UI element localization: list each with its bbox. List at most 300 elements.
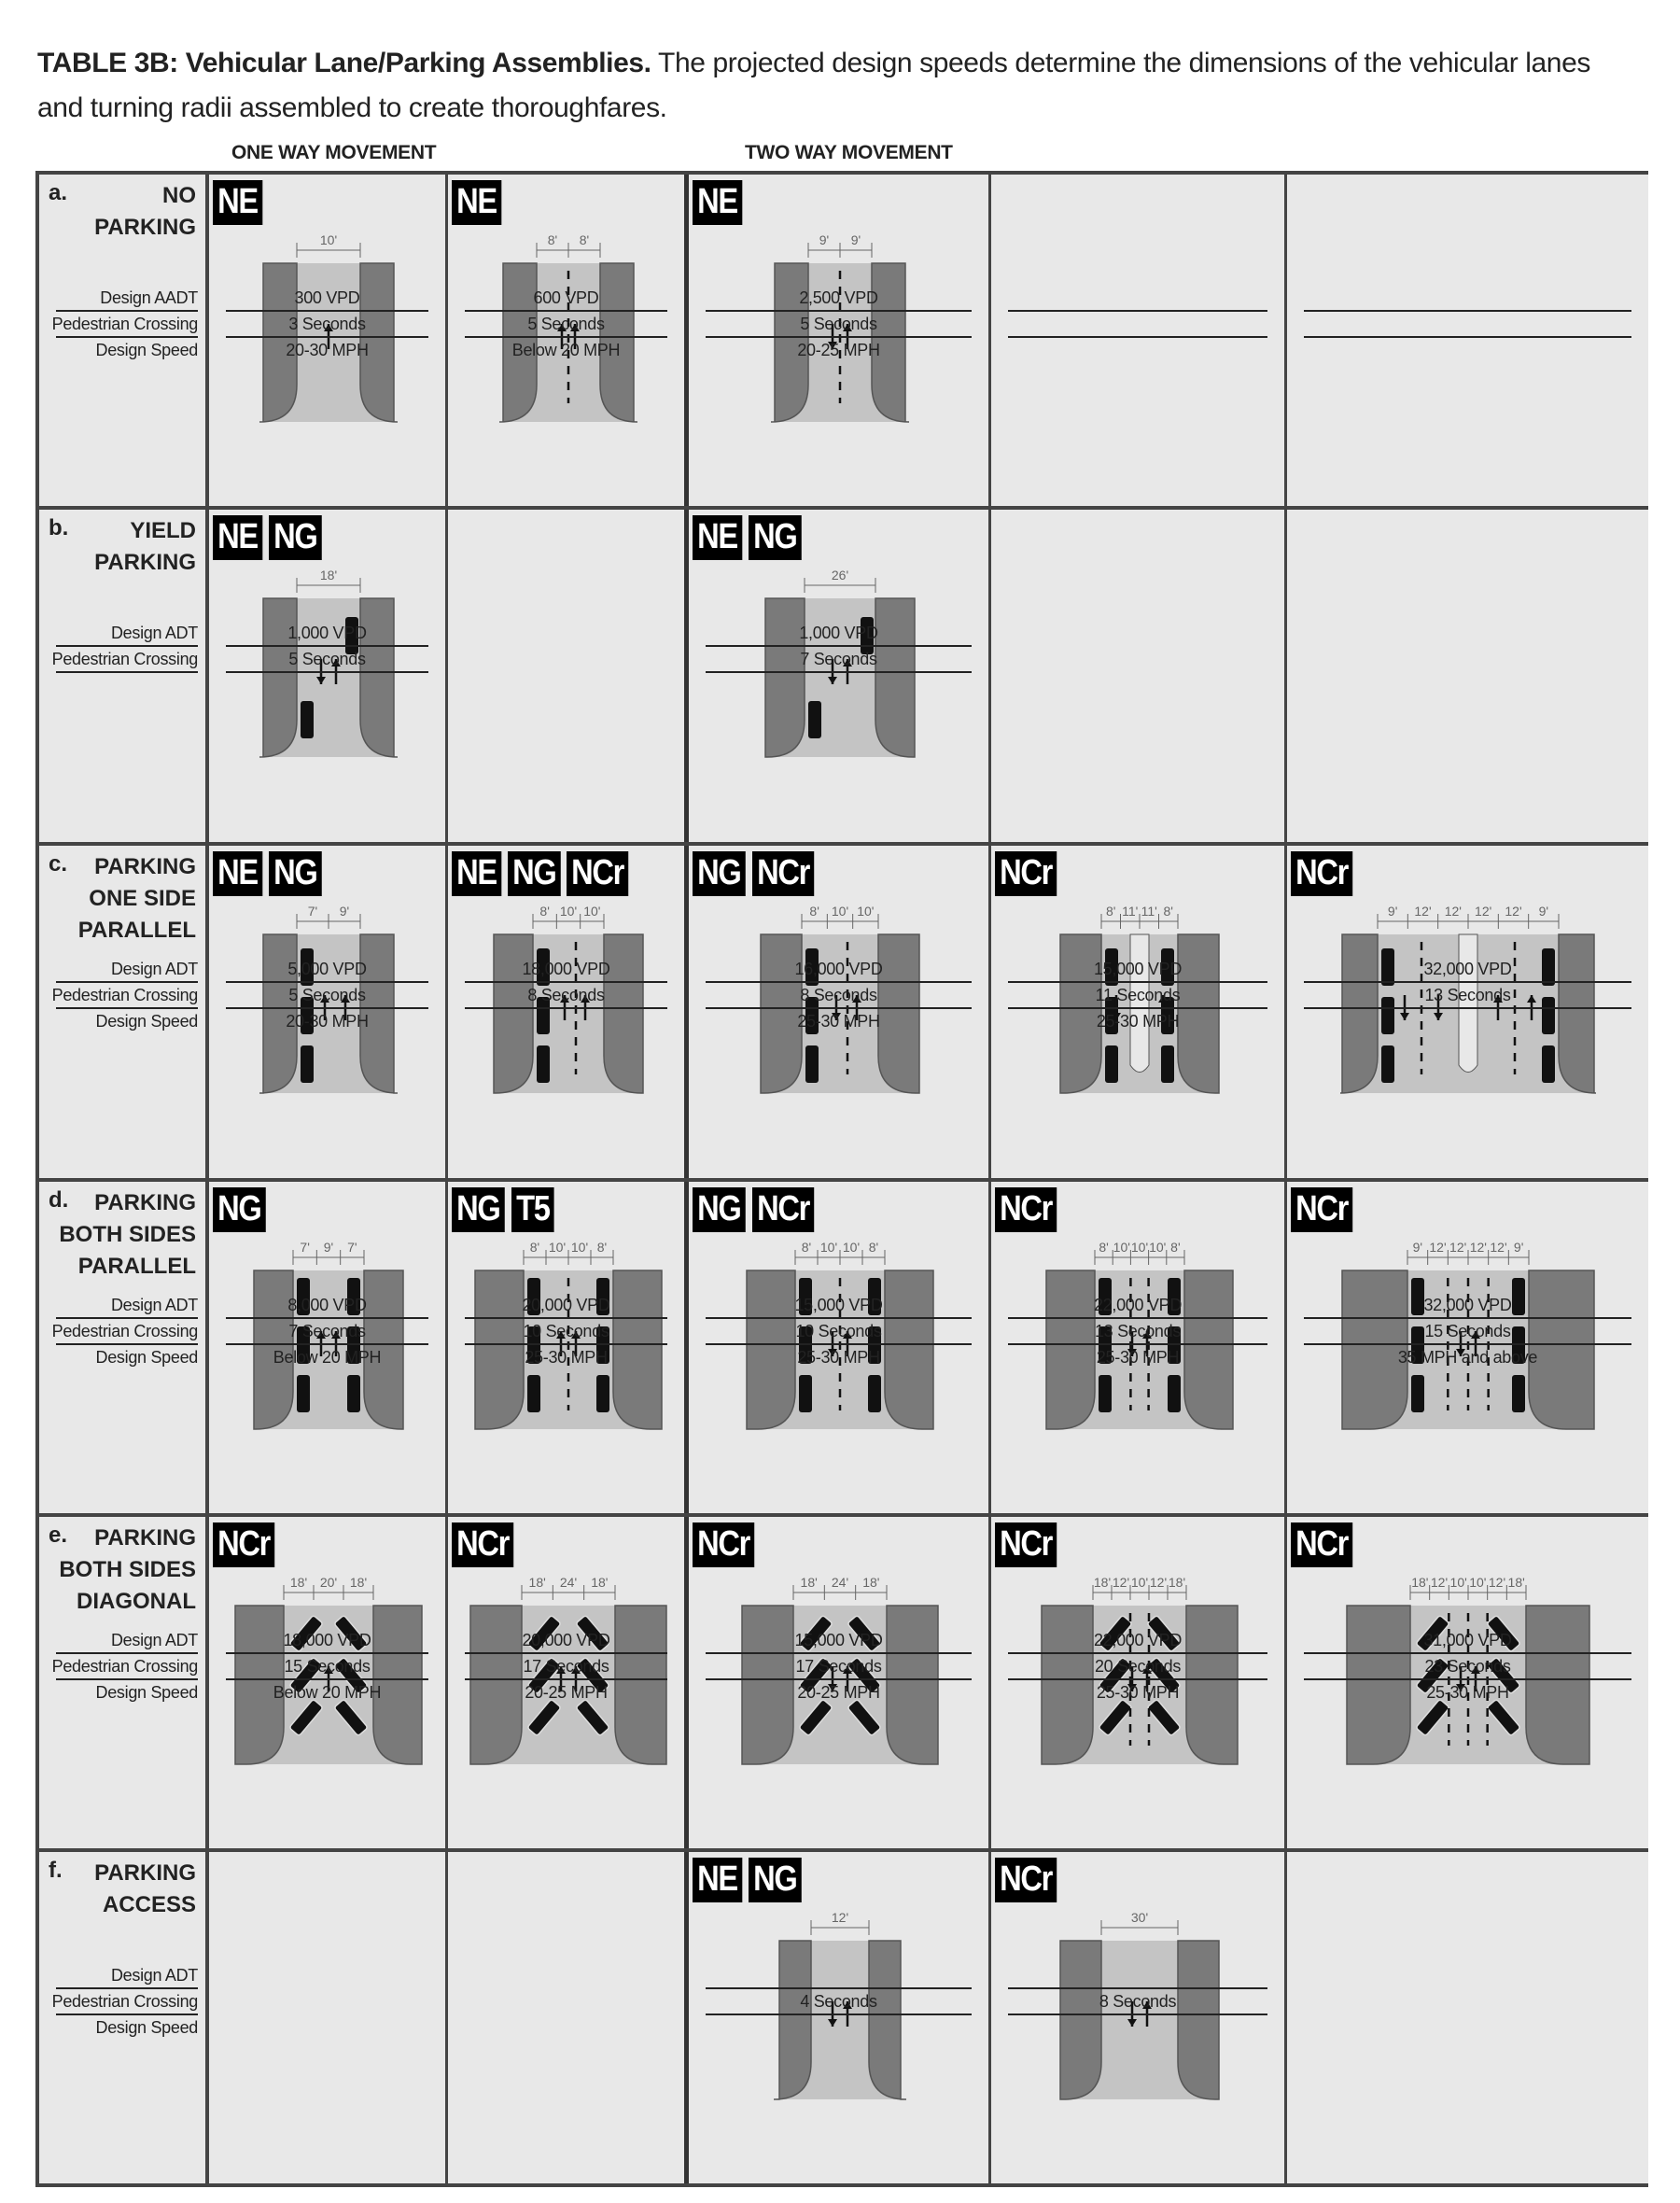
curb-right <box>604 934 643 1093</box>
dimension-line <box>805 568 875 593</box>
dimension-label: 8' <box>529 1240 540 1255</box>
dimension-label: 10' <box>559 904 578 919</box>
curb-right <box>1178 1941 1219 2099</box>
value-rule <box>226 1652 428 1654</box>
dimension-line <box>811 1910 869 1935</box>
value-rule <box>226 645 428 647</box>
cell-value: 20-30 MPH <box>286 341 369 359</box>
dimension-line <box>1095 1240 1184 1265</box>
assembly-cell <box>209 1517 448 1848</box>
assembly-row-c <box>35 842 1648 1178</box>
value-rule <box>1008 1317 1267 1319</box>
dimension-label: 8' <box>547 232 558 247</box>
cell-value: 25-30 MPH <box>797 1012 880 1031</box>
transect-badges <box>693 180 745 225</box>
transect-badges <box>1291 1187 1357 1232</box>
cell-value: 13 Seconds <box>1094 1322 1182 1340</box>
assembly-cell <box>991 175 1287 506</box>
cell-value: 17 Seconds <box>523 1657 609 1676</box>
dimension-label: 10' <box>1130 1575 1148 1590</box>
parked-car <box>1512 1375 1525 1412</box>
value-rule <box>1304 1678 1631 1680</box>
assembly-cell <box>1287 1182 1648 1513</box>
value-rule <box>706 336 972 338</box>
dimension-label: 26' <box>831 568 849 582</box>
dimension-line <box>793 1575 887 1600</box>
dimension-label: 8' <box>809 904 819 919</box>
assembly-cell <box>448 175 689 506</box>
assembly-cell <box>1287 175 1648 506</box>
value-rule <box>465 1678 667 1680</box>
parked-car <box>301 701 314 738</box>
two-way-header: TWO WAY MOVEMENT <box>745 142 953 163</box>
assembly-cell <box>991 1517 1287 1848</box>
metric-label: Design ADT <box>110 1631 198 1649</box>
metric-label: Pedestrian Crossing <box>51 986 198 1004</box>
value-rule <box>465 981 667 983</box>
cell-value: 13 Seconds <box>1424 986 1511 1004</box>
row-name-line: NO <box>162 183 196 208</box>
dimension-label: 10' <box>1468 1575 1486 1590</box>
curb-right <box>360 598 398 757</box>
dimension-line <box>808 232 872 258</box>
value-rule <box>706 1007 972 1009</box>
dimension-label: 18' <box>1507 1575 1525 1590</box>
cell-value: 25-30 MPH <box>1096 1683 1180 1702</box>
dimension-label: 9' <box>1412 1240 1422 1255</box>
cell-value: 7 Seconds <box>800 650 877 668</box>
row-name <box>94 1858 196 1921</box>
dimension-label: 18' <box>528 1575 546 1590</box>
row-label <box>35 1852 209 2183</box>
curb-right <box>869 1941 906 2099</box>
parked-car <box>868 1375 881 1412</box>
dimension-label: 12' <box>1449 1240 1466 1255</box>
lane-diagram <box>765 568 915 757</box>
dimension-label: 9' <box>1513 1240 1523 1255</box>
assembly-cell <box>689 510 991 842</box>
row-name-line: BOTH SIDES <box>59 1557 196 1582</box>
cell-value: 17 Seconds <box>795 1657 882 1676</box>
cell-value: Below 20 MPH <box>273 1683 382 1702</box>
transect-badges <box>995 1187 1061 1232</box>
metric-label: Design ADT <box>110 624 198 642</box>
metric-label: Design ADT <box>110 1966 198 1985</box>
cell-value: 5 Seconds <box>800 315 877 333</box>
dimension-label: 12' <box>1430 1575 1448 1590</box>
cell-value: 20,000 VPD <box>522 1296 610 1314</box>
value-rule <box>1008 1343 1267 1345</box>
metric-rule <box>56 1987 198 1989</box>
transect-badge: NE <box>452 851 501 896</box>
value-rule <box>226 1678 428 1680</box>
value-rule <box>1304 1652 1631 1654</box>
dimension-label: 12' <box>1428 1240 1447 1255</box>
value-rule <box>1008 981 1267 983</box>
lane-diagram <box>779 1910 901 2099</box>
dimension-label: 10' <box>1113 1240 1130 1255</box>
dimension-label: 12' <box>1488 1575 1505 1590</box>
dimension-line <box>795 1240 885 1265</box>
metric-rule <box>56 1343 198 1345</box>
transect-badges <box>693 515 804 560</box>
dimension-label: 18' <box>1168 1575 1185 1590</box>
transect-badge: NCr <box>752 851 814 896</box>
lane-diagram <box>1342 904 1594 1093</box>
cell-value: 25-30 MPH <box>797 1348 880 1367</box>
dimension-label: 12' <box>1474 904 1491 919</box>
transect-badge: NG <box>452 1187 505 1232</box>
value-rule <box>226 1343 428 1345</box>
dimension-label: 8' <box>801 1240 812 1255</box>
assembly-cell <box>689 846 991 1178</box>
transect-badge: NG <box>269 515 322 560</box>
cell-value: 10 Seconds <box>795 1322 882 1340</box>
dimension-line <box>537 232 600 258</box>
row-name-line: PARALLEL <box>77 1254 196 1279</box>
cell-value: 22,000 VPD <box>1093 1631 1183 1649</box>
row-name <box>78 851 196 947</box>
metric-rule <box>56 1652 198 1654</box>
transect-badges <box>1291 851 1357 896</box>
dimension-label: 18' <box>1410 1575 1428 1590</box>
curb-left <box>494 934 533 1093</box>
row-letter: f. <box>49 1858 63 1883</box>
row-label <box>35 175 209 506</box>
row-letter: d. <box>49 1187 69 1213</box>
value-rule <box>465 310 667 312</box>
row-name-line: PARKING <box>94 854 196 879</box>
dimension-label: 11' <box>1141 904 1157 919</box>
transect-badge: NG <box>693 851 746 896</box>
transect-badge: NCr <box>452 1522 513 1567</box>
dimension-label: 12' <box>1444 904 1462 919</box>
transect-badge: NCr <box>1291 1522 1352 1567</box>
transect-badge: NE <box>213 515 262 560</box>
metric-label: Pedestrian Crossing <box>51 650 198 668</box>
assembly-cell <box>448 510 689 842</box>
cell-value: 300 VPD <box>294 288 360 307</box>
metric-label: Design Speed <box>95 1683 198 1702</box>
title-bold: TABLE 3B: Vehicular Lane/Parking Assemblies. <box>37 48 651 78</box>
dimension-line <box>1093 1575 1186 1600</box>
cell-value: 11 Seconds <box>1095 986 1181 1004</box>
transect-badges <box>693 1187 819 1232</box>
cell-value: 8 Seconds <box>800 986 877 1004</box>
curb-right <box>875 598 915 757</box>
cell-value: 32,000 VPD <box>1423 960 1512 978</box>
row-letter: e. <box>49 1522 68 1548</box>
value-rule <box>1008 2014 1267 2015</box>
value-rule <box>226 981 428 983</box>
dimension-label: 7' <box>347 1240 357 1255</box>
row-letter: a. <box>49 180 68 205</box>
cell-value: 8 Seconds <box>1099 1992 1177 2011</box>
metric-rule <box>56 1678 198 1680</box>
dimension-label: 8' <box>579 232 590 247</box>
transect-badge: NG <box>508 851 561 896</box>
cell-value: 22,000 VPD <box>1093 1296 1183 1314</box>
cell-value: 1,000 VPD <box>287 624 367 642</box>
value-rule <box>1008 1987 1267 1989</box>
value-rule <box>1304 1343 1631 1345</box>
assembly-row-a <box>35 171 1648 506</box>
dimension-line <box>1407 1240 1529 1265</box>
transect-badge: NG <box>213 1187 266 1232</box>
dimension-label: 12' <box>1149 1575 1167 1590</box>
cell-value: 5 Seconds <box>527 315 605 333</box>
cell-value: 8,000 VPD <box>287 1296 367 1314</box>
dimension-label: 8' <box>1163 904 1173 919</box>
transect-badges <box>995 1522 1061 1567</box>
metric-rule <box>56 645 198 647</box>
value-rule <box>706 671 972 673</box>
assembly-cell <box>1287 846 1648 1178</box>
cell-value: 15,000 VPD <box>1093 960 1183 978</box>
metric-label: Design Speed <box>95 341 198 359</box>
transect-badge: NCr <box>995 1187 1057 1232</box>
parked-car <box>1105 1045 1118 1083</box>
transect-badge: NE <box>213 180 262 225</box>
dimension-label: 10' <box>1449 1575 1467 1590</box>
dimension-line <box>533 904 604 929</box>
cell-value: 15,000 VPD <box>794 1631 883 1649</box>
assembly-row-d <box>35 1178 1648 1513</box>
transect-badges <box>693 851 819 896</box>
metric-label: Design ADT <box>110 1296 198 1314</box>
row-name-line: ONE SIDE <box>89 886 196 911</box>
value-rule <box>465 1343 667 1345</box>
transect-badges <box>1291 1522 1357 1567</box>
assembly-row-b <box>35 506 1648 842</box>
value-rule <box>1008 1007 1267 1009</box>
metric-label: Pedestrian Crossing <box>51 315 198 333</box>
metric-rule <box>56 981 198 983</box>
cell-value: 16,000 VPD <box>794 960 883 978</box>
transect-badge: NCr <box>213 1522 274 1567</box>
curb-right <box>1559 934 1596 1093</box>
metric-rule <box>56 310 198 312</box>
one-way-header: ONE WAY MOVEMENT <box>231 142 437 163</box>
dimension-label: 24' <box>559 1575 578 1590</box>
transect-badges <box>452 851 633 896</box>
metric-rule <box>56 2014 198 2015</box>
value-rule <box>1008 336 1267 338</box>
transect-badges <box>213 851 324 896</box>
cell-value: 25-30 MPH <box>1426 1683 1509 1702</box>
cell-value: 32,000 VPD <box>1423 1296 1512 1314</box>
dimension-label: 9' <box>819 232 830 247</box>
transect-badges <box>213 180 265 225</box>
assembly-cell <box>689 1517 991 1848</box>
value-rule <box>226 1317 428 1319</box>
assembly-cell <box>448 1852 689 2183</box>
parked-car <box>347 1375 360 1412</box>
curb-left <box>774 1941 811 2099</box>
transect-badges <box>995 851 1061 896</box>
transect-badge: NG <box>749 515 802 560</box>
dimension-label: 10' <box>548 1240 567 1255</box>
row-name <box>94 515 196 579</box>
transect-badge: NCr <box>693 1522 754 1567</box>
curb-left <box>765 598 805 757</box>
dimension-label: 12' <box>1469 1240 1487 1255</box>
value-rule <box>1008 310 1267 312</box>
transect-badge: NCr <box>1291 851 1352 896</box>
transect-badges <box>452 180 504 225</box>
value-rule <box>706 1317 972 1319</box>
value-rule <box>465 336 667 338</box>
cell-value: 5,000 VPD <box>287 960 367 978</box>
transect-badge: NCr <box>995 1522 1057 1567</box>
cell-value: 20-30 MPH <box>286 1012 369 1031</box>
assembly-cell <box>209 175 448 506</box>
lane-diagram <box>1060 1910 1219 2099</box>
row-label <box>35 846 209 1178</box>
row-name <box>94 180 196 244</box>
cell-value: 2,500 VPD <box>799 288 878 307</box>
value-rule <box>1008 1678 1267 1680</box>
value-rule <box>1304 1007 1631 1009</box>
dimension-label: 18' <box>800 1575 818 1590</box>
dimension-label: 8' <box>539 904 550 919</box>
cell-value: 4 Seconds <box>800 1992 877 2011</box>
curb-left <box>259 598 297 757</box>
transect-badges <box>995 1858 1061 1902</box>
metric-label: Design Speed <box>95 1348 198 1367</box>
transect-badge: NCr <box>1291 1187 1352 1232</box>
dimension-line <box>293 1240 364 1265</box>
dimension-label: 10' <box>583 904 601 919</box>
assembly-cell <box>689 175 991 506</box>
transect-badges <box>693 1858 804 1902</box>
assembly-cell <box>991 846 1287 1178</box>
dimension-label: 9' <box>850 232 861 247</box>
assembly-cell <box>689 1852 991 2183</box>
transect-badge: NCr <box>567 851 628 896</box>
parked-car <box>1411 1375 1424 1412</box>
cell-value: Below 20 MPH <box>273 1348 382 1367</box>
cell-value: 20-25 MPH <box>797 1683 880 1702</box>
transect-badge: NE <box>693 180 742 225</box>
value-rule <box>706 310 972 312</box>
assembly-cell <box>448 1182 689 1513</box>
row-name-line: BOTH SIDES <box>59 1222 196 1247</box>
parked-car <box>596 1375 609 1412</box>
row-name-line: PARKING <box>94 1525 196 1551</box>
dimension-label: 12' <box>831 1910 849 1925</box>
dimension-label: 9' <box>1538 904 1548 919</box>
dimension-label: 10' <box>570 1240 589 1255</box>
dimension-line <box>297 568 360 593</box>
dimension-label: 18' <box>862 1575 880 1590</box>
dimension-label: 10' <box>842 1240 861 1255</box>
value-rule <box>226 336 428 338</box>
cell-value: 7 Seconds <box>288 1322 366 1340</box>
cell-value: 20,000 VPD <box>522 1631 610 1649</box>
title-text: The projected design speeds determine the dimensions of the vehicular lanes and turning radii assembled to create thoroughfares. <box>37 48 1590 123</box>
value-rule <box>465 1007 667 1009</box>
row-name-line: PARKING <box>94 1190 196 1215</box>
row-name-line: PARALLEL <box>77 918 196 943</box>
value-rule <box>1304 310 1631 312</box>
dimension-label: 18' <box>591 1575 609 1590</box>
transect-badge: NCr <box>995 1858 1057 1902</box>
dimension-label: 10' <box>857 904 875 919</box>
dimension-label: 10' <box>831 904 849 919</box>
value-rule <box>226 1007 428 1009</box>
row-letter: c. <box>49 851 68 877</box>
value-rule <box>1008 1652 1267 1654</box>
dimension-line <box>297 904 360 929</box>
value-rule <box>706 645 972 647</box>
metric-label: Design Speed <box>95 2018 198 2037</box>
dimension-label: 24' <box>831 1575 849 1590</box>
dimension-line <box>1101 1910 1178 1935</box>
dimension-label: 12' <box>1504 904 1522 919</box>
assembly-cell <box>209 846 448 1178</box>
parked-car <box>1542 1045 1555 1083</box>
curb-left <box>1060 1941 1101 2099</box>
transect-badges <box>213 1522 279 1567</box>
dimension-line <box>522 1575 615 1600</box>
parked-car <box>1381 1045 1394 1083</box>
dimension-label: 8' <box>1098 1240 1109 1255</box>
transect-badges <box>452 1522 518 1567</box>
row-name <box>59 1522 196 1618</box>
row-letter: b. <box>49 515 69 540</box>
dimension-line <box>802 904 878 929</box>
cell-value: 3 Seconds <box>288 315 366 333</box>
metric-label: Design Speed <box>95 1012 198 1031</box>
dimension-label: 10' <box>1148 1240 1166 1255</box>
cell-value: 25-30 MPH <box>1096 1348 1180 1367</box>
row-name <box>59 1187 196 1283</box>
assembly-cell <box>1287 510 1648 842</box>
dimension-line <box>1410 1575 1526 1600</box>
transect-badges <box>693 1522 759 1567</box>
parked-car <box>799 1375 812 1412</box>
metric-rule <box>56 1317 198 1319</box>
parked-car <box>1161 1045 1174 1083</box>
dimension-line <box>284 1575 373 1600</box>
cell-value: 23 Seconds <box>1424 1657 1511 1676</box>
value-rule <box>1304 1317 1631 1319</box>
dimension-label: 12' <box>1489 1240 1507 1255</box>
transect-badge: NE <box>693 515 742 560</box>
dimension-label: 20' <box>319 1575 338 1590</box>
row-name-line: YIELD <box>130 518 196 543</box>
assembly-cell <box>209 1852 448 2183</box>
dimension-label: 18' <box>349 1575 368 1590</box>
transect-badges <box>213 1187 269 1232</box>
cell-value: 10 Seconds <box>523 1322 609 1340</box>
assembly-cell <box>209 510 448 842</box>
cell-value: Below 20 MPH <box>511 341 621 359</box>
cell-value: 5 Seconds <box>288 986 366 1004</box>
metric-label: Pedestrian Crossing <box>51 1322 198 1340</box>
transect-badge: T5 <box>511 1187 554 1232</box>
cell-value: 20 Seconds <box>1094 1657 1182 1676</box>
parked-car <box>808 701 821 738</box>
lane-diagram <box>263 568 394 757</box>
dimension-label: 9' <box>339 904 350 919</box>
dimension-label: 9' <box>1387 904 1397 919</box>
row-name-line: PARKING <box>94 215 196 240</box>
cell-value: 15 Seconds <box>284 1657 371 1676</box>
metric-label: Design ADT <box>110 960 198 978</box>
cell-value: 18,000 VPD <box>522 960 610 978</box>
